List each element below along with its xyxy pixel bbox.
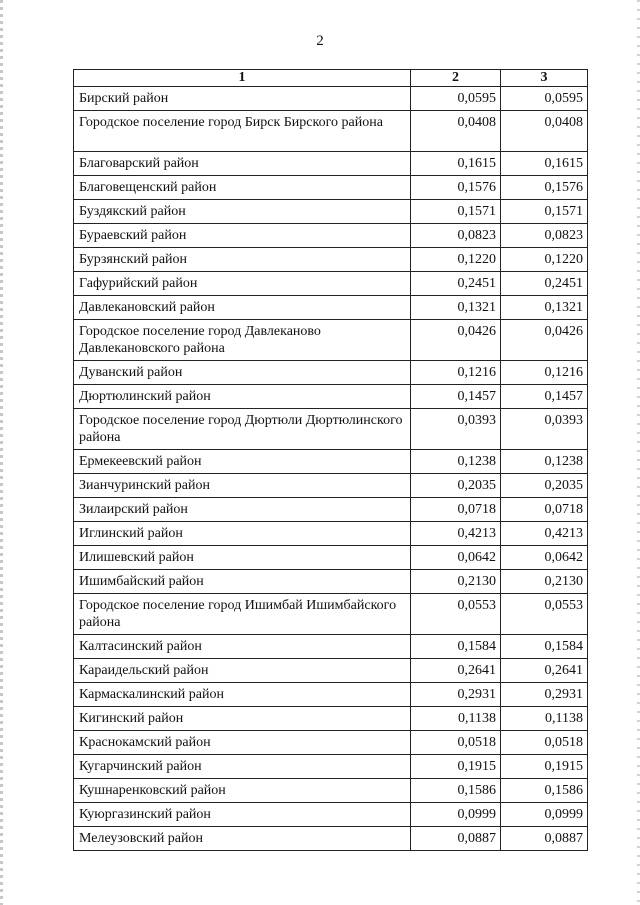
- value-col-2: 0,2451: [411, 272, 501, 296]
- table-row: [74, 594, 588, 635]
- district-name: Иглинский район: [74, 522, 411, 546]
- coefficients-table: [73, 69, 588, 851]
- value-col-3: 0,0642: [501, 546, 588, 570]
- value-col-2: 0,1216: [411, 361, 501, 385]
- district-name: Кушнаренковский район: [74, 779, 411, 803]
- table-row: [74, 176, 588, 200]
- table-row: [74, 803, 588, 827]
- district-name: Куюргазинский район: [74, 803, 411, 827]
- district-name: Бурзянский район: [74, 248, 411, 272]
- value-col-3: 0,1321: [501, 296, 588, 320]
- district-name: Зианчуринский район: [74, 474, 411, 498]
- value-col-3: 0,0393: [501, 409, 588, 450]
- value-col-2: 0,0642: [411, 546, 501, 570]
- district-name: Городское поселение город Ишимбай Ишимбайского района: [74, 594, 411, 635]
- district-name: Караидельский район: [74, 659, 411, 683]
- district-name: Благовещенский район: [74, 176, 411, 200]
- value-col-3: 0,0553: [501, 594, 588, 635]
- district-name: Городское поселение город Дюртюли Дюртюлинского района: [74, 409, 411, 450]
- value-col-2: 0,2641: [411, 659, 501, 683]
- district-name: Кугарчинский район: [74, 755, 411, 779]
- value-col-3: 0,1576: [501, 176, 588, 200]
- value-col-2: 0,0887: [411, 827, 501, 851]
- district-name: Бураевский район: [74, 224, 411, 248]
- value-col-2: 0,0823: [411, 224, 501, 248]
- table-row: [74, 474, 588, 498]
- value-col-2: 0,1615: [411, 152, 501, 176]
- value-col-3: 0,1457: [501, 385, 588, 409]
- value-col-2: 0,1138: [411, 707, 501, 731]
- value-col-2: 0,0553: [411, 594, 501, 635]
- value-col-3: 0,1584: [501, 635, 588, 659]
- value-col-3: 0,1138: [501, 707, 588, 731]
- scan-edge-left: [0, 0, 3, 905]
- table-row: [74, 385, 588, 409]
- value-col-3: 0,2035: [501, 474, 588, 498]
- value-col-2: 0,1238: [411, 450, 501, 474]
- table-row: [74, 731, 588, 755]
- value-col-3: 0,1220: [501, 248, 588, 272]
- table-row: [74, 111, 588, 152]
- table-row: [74, 361, 588, 385]
- table-row: [74, 755, 588, 779]
- district-name: Благоварский район: [74, 152, 411, 176]
- table-row: [74, 683, 588, 707]
- value-col-2: 0,0408: [411, 111, 501, 152]
- value-col-3: 0,0426: [501, 320, 588, 361]
- value-col-3: 0,0718: [501, 498, 588, 522]
- table-row: [74, 152, 588, 176]
- district-name: Кигинский район: [74, 707, 411, 731]
- district-name: Калтасинский район: [74, 635, 411, 659]
- table-row: [74, 827, 588, 851]
- value-col-3: 0,0595: [501, 87, 588, 111]
- table-row: [74, 570, 588, 594]
- value-col-2: 0,1457: [411, 385, 501, 409]
- value-col-2: 0,1915: [411, 755, 501, 779]
- column-header-1: 1: [74, 70, 411, 87]
- value-col-3: 0,2641: [501, 659, 588, 683]
- table-row: [74, 707, 588, 731]
- value-col-2: 0,0426: [411, 320, 501, 361]
- value-col-3: 0,4213: [501, 522, 588, 546]
- value-col-2: 0,0718: [411, 498, 501, 522]
- value-col-3: 0,2451: [501, 272, 588, 296]
- value-col-3: 0,2931: [501, 683, 588, 707]
- value-col-3: 0,0823: [501, 224, 588, 248]
- table-row: [74, 409, 588, 450]
- table-row: [74, 522, 588, 546]
- value-col-3: 0,1238: [501, 450, 588, 474]
- table-row: [74, 248, 588, 272]
- column-header-2: 2: [411, 70, 501, 87]
- table-row: [74, 450, 588, 474]
- district-name: Мелеузовский район: [74, 827, 411, 851]
- value-col-3: 0,1586: [501, 779, 588, 803]
- table-row: [74, 546, 588, 570]
- value-col-3: 0,1915: [501, 755, 588, 779]
- value-col-2: 0,1576: [411, 176, 501, 200]
- value-col-2: 0,2130: [411, 570, 501, 594]
- value-col-3: 0,1216: [501, 361, 588, 385]
- column-header-3: 3: [501, 70, 588, 87]
- value-col-2: 0,2035: [411, 474, 501, 498]
- table-row: [74, 200, 588, 224]
- value-col-2: 0,4213: [411, 522, 501, 546]
- district-name: Ермекеевский район: [74, 450, 411, 474]
- value-col-2: 0,1571: [411, 200, 501, 224]
- table-row: [74, 498, 588, 522]
- value-col-3: 0,0887: [501, 827, 588, 851]
- district-name: Илишевский район: [74, 546, 411, 570]
- value-col-3: 0,1571: [501, 200, 588, 224]
- table-row: [74, 296, 588, 320]
- value-col-2: 0,0595: [411, 87, 501, 111]
- table-header-row: [74, 70, 588, 87]
- district-name: Городское поселение город Давлеканово Давлекановского района: [74, 320, 411, 361]
- table-row: [74, 87, 588, 111]
- table-row: [74, 659, 588, 683]
- value-col-3: 0,2130: [501, 570, 588, 594]
- value-col-3: 0,0999: [501, 803, 588, 827]
- district-name: Городское поселение город Бирск Бирского района: [74, 111, 411, 152]
- value-col-2: 0,2931: [411, 683, 501, 707]
- district-name: Зилаирский район: [74, 498, 411, 522]
- value-col-2: 0,1220: [411, 248, 501, 272]
- value-col-2: 0,1321: [411, 296, 501, 320]
- table-row: [74, 272, 588, 296]
- district-name: Давлекановский район: [74, 296, 411, 320]
- value-col-2: 0,0518: [411, 731, 501, 755]
- district-name: Кармаскалинский район: [74, 683, 411, 707]
- value-col-2: 0,1586: [411, 779, 501, 803]
- table-row: [74, 224, 588, 248]
- district-name: Краснокамский район: [74, 731, 411, 755]
- district-name: Ишимбайский район: [74, 570, 411, 594]
- table-row: [74, 320, 588, 361]
- district-name: Гафурийский район: [74, 272, 411, 296]
- value-col-3: 0,0518: [501, 731, 588, 755]
- value-col-2: 0,0999: [411, 803, 501, 827]
- value-col-2: 0,1584: [411, 635, 501, 659]
- value-col-3: 0,0408: [501, 111, 588, 152]
- value-col-2: 0,0393: [411, 409, 501, 450]
- district-name: Дюртюлинский район: [74, 385, 411, 409]
- table-row: [74, 779, 588, 803]
- district-name: Буздякский район: [74, 200, 411, 224]
- value-col-3: 0,1615: [501, 152, 588, 176]
- page-number: 2: [316, 33, 324, 49]
- district-name: Дуванский район: [74, 361, 411, 385]
- table-row: [74, 635, 588, 659]
- district-name: Бирский район: [74, 87, 411, 111]
